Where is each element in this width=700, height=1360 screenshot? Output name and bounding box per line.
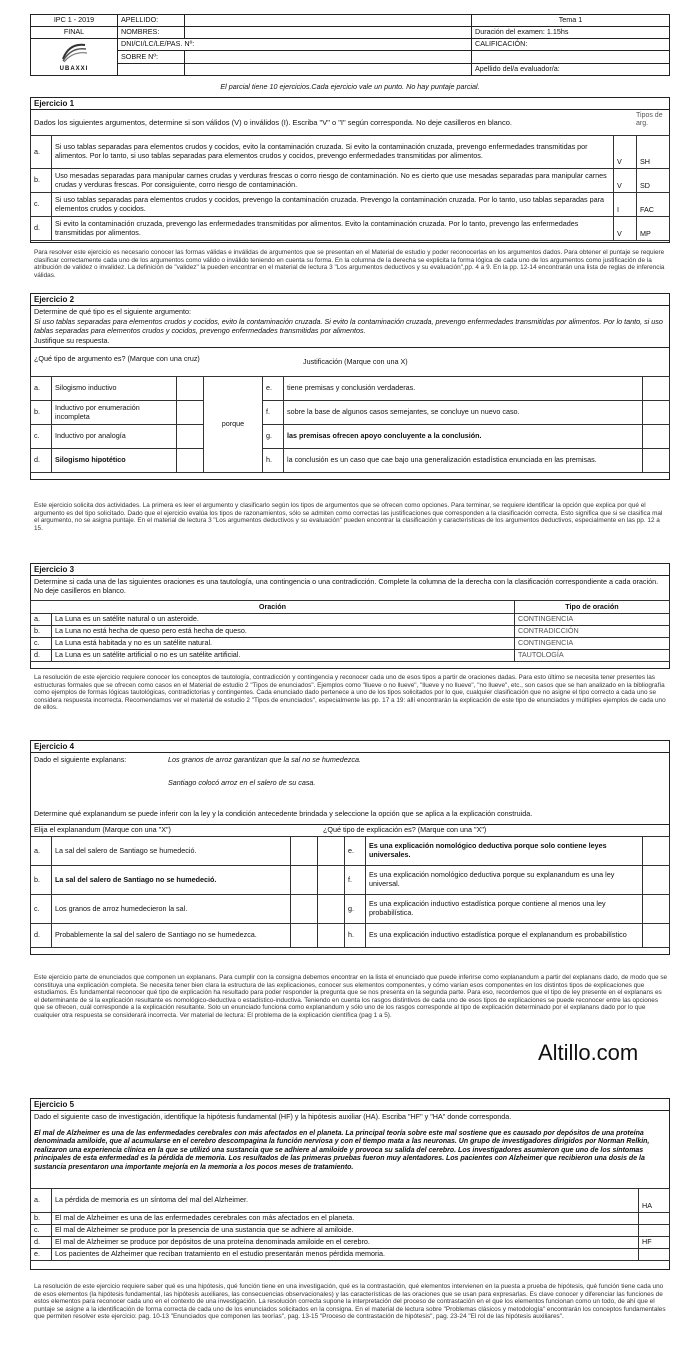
argument-c: Si uso tablas separadas para elementos crudos y cocidos, prevengo la contaminación cruzada. Prevengo la contaminación cruzada. Por lo tanto, uso tablas separadas para elementos crudos y cocidos. bbox=[52, 193, 614, 217]
exercise-5-note: La resolución de este ejercicio requiere saber qué es una hipótesis, qué función tiene en una investigación, qué es la contrastación, qué elementos intervienen en la puesta a prueba de hipótesis, qué función tiene cada uno de esos elementos (la hipótesis fundamental, las hipótesis auxiliares, las consecuencias observacionales) y las características de las oraciones que se usan para expresarlas. Es clave conocer y diferenciar las funciones de estos elementos para reconocer cada uno en el contexto de una investigación. La resolución correcta supone la interpretación del proceso de contrastación en el que los elementos funcionan como un todo, de ahí que el puntaje se asigne a la identificación de forma correcta de cada uno de los enunciados solicitados en la consigna. En el material de lectura sobre "Problemas clásicos y metodología" encontrarán los conceptos fundamentales que permiten resolver este ejercicio: pag. 10-13 "Enunciados que componen las teorías", pag. 13-15 "Proceso de contrastación de hipótesis", pag. 23-24 "El rol de las hipótesis auxiliares". bbox=[34, 1283, 666, 1321]
mark-h[interactable] bbox=[643, 449, 670, 473]
intro-text: El parcial tiene 10 ejercicios.Cada ejercicio vale un punto. No hay puntaje parcial. bbox=[220, 82, 480, 91]
mark-f[interactable] bbox=[643, 401, 670, 425]
exercise-1-prompt: Dados los siguientes argumentos, determine si son válidos (V) o inválidos (I). Escriba "V" o "I" según corresponda. No deje casilleros en blanco. bbox=[34, 118, 512, 127]
tema-label: Tema 1 bbox=[472, 15, 670, 27]
mark-e[interactable] bbox=[643, 837, 670, 866]
exercise-4-prompt: Determine qué explanandum se puede inferir con la ley y la condición antecedente brindada y seleccione la opción que se aplica a la explicación construida. bbox=[34, 809, 533, 818]
sentence-d: La Luna es un satélite artificial o no es un satélite artificial. bbox=[52, 650, 515, 662]
exercise-2-justify: Justifique su respuesta. bbox=[34, 336, 110, 345]
hypothesis-c: El mal de Alzheimer se produce por la presencia de una sustancia que se adhiere al amiloide. bbox=[52, 1225, 639, 1237]
validity-d[interactable]: V bbox=[614, 217, 637, 241]
validity-b[interactable]: V bbox=[614, 169, 637, 193]
explanans-label: Dado el siguiente explanans: bbox=[34, 755, 127, 764]
tipo-header: Tipo de oración bbox=[515, 601, 670, 614]
explanans-condition: Santiago colocó arroz en el salero de su casa. bbox=[168, 778, 316, 787]
exercise-5-prompt: Dado el siguiente caso de investigación, identifique la hipótesis fundamental (HF) y la hipótesis auxiliar (HA). Escriba "HF" y "HA" donde corresponda. bbox=[34, 1112, 512, 1121]
mark-d[interactable] bbox=[291, 924, 318, 948]
answer-b[interactable] bbox=[639, 1213, 670, 1225]
option-f: sobre la base de algunos casos semejantes, se concluye un nuevo caso. bbox=[284, 401, 643, 425]
mark-a[interactable] bbox=[177, 377, 204, 401]
validity-c[interactable]: I bbox=[614, 193, 637, 217]
explanation-f: Es una explicación nomológico deductiva porque su explanandum es una ley universal. bbox=[366, 866, 643, 895]
explanans-law: Los granos de arroz garantizan que la sal no se humedezca. bbox=[168, 755, 361, 764]
mark-b[interactable] bbox=[291, 866, 318, 895]
mark-h[interactable] bbox=[643, 924, 670, 948]
explanandum-a: La sal del salero de Santiago se humedeció. bbox=[52, 837, 291, 866]
mark-a[interactable] bbox=[291, 837, 318, 866]
exercise-5-table: a. La pérdida de memoria es un síntoma del mal del Alzheimer. HA b. El mal de Alzheimer es una de las enfermedades cerebrales con más afectados en el planeta. c. El mal de Alzheimer se produce por la presencia de una sustancia que se adhiere al amiloide. d. El mal de Alzheimer se produce por depósitos de una proteína denominada amiloide en el cerebro. HF e. Los pacientes de Alzheimer que reciban tratamiento en el estudio presentarán menos pérdida memoria. bbox=[30, 1188, 670, 1261]
apellido-field[interactable] bbox=[185, 15, 472, 27]
exercise-4-q1: Elija el explanandum (Marque con una "X") bbox=[34, 825, 171, 834]
exercise-3-note: La resolución de este ejercicio requiere conocer los conceptos de tautología, contradicción y contingencia y reconocer cada uno de esos tipos a partir de oraciones dadas. Para esto último se necesita tener presentes las estructuras formales que se ofrecen como casos en el Material de estudio 2 "Tipos de enunciados". Ejemplos como "llueve o no llueve", "llueve y no llueve", "no llueve", etc., son casos que se han analizado en la bibliografía como ejemplos de formas lógicas tautológicas, contradictorias y contingentes. Cada enunciado dado pertenece a uno de los tipos solicitados por lo que, cualquier clasificación que no asigne el tipo correcto a cada uno se considera respuesta incorrecta. Recomendamos ver el material de estudio 2 "Tipos de enunciados", especialmente las pp. 17 a 19: allí encontrarán la explicación de este tipo de enunciados y múltiples ejemplos de cada uno de ellos. bbox=[34, 674, 666, 712]
dni-label: DNI/CI/LC/LE/PAS. Nº: bbox=[118, 39, 472, 51]
argument-b: Uso mesadas separadas para manipular carnes crudas y verduras frescas o corro riesgo de contaminación. No es cierto que use mesadas separadas para manipular carnes crudas y verduras frescas. Por consiguiente, corro riesgo de contaminación. bbox=[52, 169, 614, 193]
mark-e[interactable] bbox=[643, 377, 670, 401]
type-a: SH bbox=[637, 136, 670, 169]
mark-d[interactable] bbox=[177, 449, 204, 473]
logo bbox=[31, 39, 118, 76]
exercise-2-q2: Justificación (Marque con una X) bbox=[303, 357, 408, 366]
answer-e[interactable] bbox=[639, 1249, 670, 1261]
sentence-b: La Luna no está hecha de queso pero está hecha de queso. bbox=[52, 626, 515, 638]
sobre-label: SOBRE Nº: bbox=[118, 51, 185, 63]
hypothesis-a: La pérdida de memoria es un síntoma del mal del Alzheimer. bbox=[52, 1189, 639, 1213]
option-b: Inductivo por enumeración incompleta bbox=[52, 401, 177, 425]
oracion-header: Oración bbox=[31, 601, 515, 614]
header-table bbox=[30, 14, 670, 76]
hypothesis-b: El mal de Alzheimer es una de las enfermedades cerebrales con más afectados en el planeta. bbox=[52, 1213, 639, 1225]
sentence-c: La Luna está habitada y no es un satélite natural. bbox=[52, 638, 515, 650]
mark-b[interactable] bbox=[177, 401, 204, 425]
answer-c[interactable]: CONTINGENCIA bbox=[515, 638, 670, 650]
porque-label: porque bbox=[204, 377, 263, 473]
option-e: tiene premisas y conclusión verdaderas. bbox=[284, 377, 643, 401]
exercise-5-title: Ejercicio 5 bbox=[34, 1100, 75, 1109]
exercise-1-table: a. Si uso tablas separadas para elementos crudos y cocidos, evito la contaminación cruzada. Si evito la contaminación cruzada, prevengo enfermedades transmitidas por alimentos. Por lo tanto, si uso tablas separadas para elementos crudos y cocidos, prevengo enfermedades transmitidas por alimentos. V SH b. Uso mesadas separadas para manipular carnes crudas y verduras frescas o corro riesgo de contaminación. No es cierto que use mesadas separadas para manipular carnes crudas y verduras frescas. Por consiguiente, corro riesgo de contaminación. V SD c. Si uso tablas separadas para elementos crudos y cocidos, prevengo la contaminación cruzada. Prevengo la contaminación cruzada. Por lo tanto, uso tablas separadas para elementos crudos y cocidos. I FAC d. Si evito la contaminación cruzada, prevengo las enfermedades transmitidas por alimentos. Evito la contaminación cruzada. Por lo tanto, prevengo las enfermedades transmitidas por alimentos. V MP bbox=[30, 135, 670, 241]
type-c: FAC bbox=[637, 193, 670, 217]
explanation-e: Es una explicación nomológico deductiva porque solo contiene leyes universales. bbox=[366, 837, 643, 866]
exercise-2-prompt: Determine de qué tipo es el siguiente argumento: bbox=[34, 307, 192, 316]
answer-a[interactable]: HA bbox=[639, 1189, 670, 1213]
final-label: FINAL bbox=[31, 27, 118, 39]
exercise-2-title: Ejercicio 2 bbox=[34, 295, 75, 304]
explanandum-c: Los granos de arroz humedecieron la sal. bbox=[52, 895, 291, 924]
explanation-g: Es una explicación inductivo estadística porque contiene al menos una ley probabilística. bbox=[366, 895, 643, 924]
exercise-4-table: a. La sal del salero de Santiago se humedeció. e. Es una explicación nomológico deductiva porque solo contiene leyes universales. b. La sal del salero de Santiago no se humedeció. f. Es una explicación nomológico deductiva porque su explanandum es una ley universal. c. Los granos de arroz humedecieron la sal. g. Es una explicación inductivo estadística porque contiene al menos una ley probabilística. d. Probablemente la sal del salero de Santiago no se humedezca. h. Es una explicación inductivo estadística porque el explanandum es probabilístico bbox=[30, 836, 670, 948]
answer-d[interactable]: TAUTOLOGÍA bbox=[515, 650, 670, 662]
mark-c[interactable] bbox=[291, 895, 318, 924]
mark-g[interactable] bbox=[643, 425, 670, 449]
exercise-4-title: Ejercicio 4 bbox=[34, 742, 75, 751]
answer-a[interactable]: CONTINGENCIA bbox=[515, 614, 670, 626]
option-c: Inductivo por analogía bbox=[52, 425, 177, 449]
exercise-1-title: Ejercicio 1 bbox=[34, 99, 75, 108]
mark-f[interactable] bbox=[643, 866, 670, 895]
explanation-h: Es una explicación inductivo estadística porque el explanandum es probabilístico bbox=[366, 924, 643, 948]
nombres-field[interactable] bbox=[185, 27, 472, 39]
sentence-a: La Luna es un satélite natural o un asteroide. bbox=[52, 614, 515, 626]
calificacion-field[interactable] bbox=[472, 51, 670, 63]
watermark: Altillo.com bbox=[538, 1040, 639, 1065]
option-h: la conclusión es un caso que cae bajo una generalización estadística enunciada en las premisas. bbox=[284, 449, 643, 473]
ubaxxi-logo-icon bbox=[59, 41, 89, 63]
explanandum-d: Probablemente la sal del salero de Santiago no se humedezca. bbox=[52, 924, 291, 948]
exercise-2-note: Este ejercicio solicita dos actividades. La primera es leer el argumento y clasificarlo según los tipos de argumentos que se ofrecen como opciones. Para terminar, se requiere identificar la opción que explica por qué el argumento es del tipo solicitado. Dado que el ejercicio evalúa los tipos de razonamientos, sólo se admiten como correctas las justificaciones que corresponden a la clasificación correcta. Esto significa que si se clasifica mal el argumento, no se asigna puntaje. En el material de lectura 3 "Los argumentos deductivos y su evaluación" pueden encontrar la clasificación y características de los argumentos deductivos, especialmente en las pp. 12 a 15. bbox=[34, 502, 663, 532]
exercise-3-title: Ejercicio 3 bbox=[34, 565, 75, 574]
validity-a[interactable]: V bbox=[614, 136, 637, 169]
answer-d[interactable]: HF bbox=[639, 1237, 670, 1249]
apellido-label: APELLIDO: bbox=[118, 15, 185, 27]
tipos-header: Tipos de arg. bbox=[636, 112, 663, 128]
exercise-1-note: Para resolver este ejercicio es necesario conocer las formas válidas e inválidas de argumentos que se presentan en el Material de estudio y poder reconocerlas en los argumentos dados. Para obtener el puntaje se requiere clasificar correctamente cada uno de los argumentos como válido o inválido teniendo en cuenta su forma. En la columna de la derecha se explicita la forma lógica de cada uno de los argumentos como justificación de la atribución de validez o invalidez. La definición de "validez" la pueden encontrar en el material de lectura 3 "Los argumentos deductivos y su evaluación",pp. 4 a 9. En la pp. 12-14 encontrarán una lista de reglas de inferencia válidas. bbox=[34, 249, 665, 279]
type-d: MP bbox=[637, 217, 670, 241]
hypothesis-d: El mal de Alzheimer se produce por depósitos de una proteína denominada amiloide en el cerebro. bbox=[52, 1237, 639, 1249]
mark-g[interactable] bbox=[643, 895, 670, 924]
hypothesis-e: Los pacientes de Alzheimer que reciban tratamiento en el estudio presentarán menos pérdida memoria. bbox=[52, 1249, 639, 1261]
calificacion-label: CALIFICACIÓN: bbox=[472, 39, 670, 51]
evaluador-label: Apellido del/a evaluador/a: bbox=[472, 63, 670, 75]
answer-c[interactable] bbox=[639, 1225, 670, 1237]
option-a: Silogismo inductivo bbox=[52, 377, 177, 401]
logo-text: UBAXXI bbox=[59, 65, 89, 72]
exercise-4-note: Este ejercicio parte de enunciados que componen un explanans. Para cumplir con la consigna debemos encontrar en la lista el enunciado que puede inferirse como explanandum a partir del explanans dado, de modo que se constituya una explicación completa. Se necesita tener bien clara la estructura de las explicaciones, conocer sus elementos componentes, y cómo varían esos componentes en los distintos tipos de explicaciones que estudiamos. Es fundamental reconocer qué tipo de explicación ha resultado para poder responder la pregunta que se nos presenta en la segunda parte. Para eso, recordemos que el tipo de ley presente en el explanans es el determinante de si la explicación resultante es nomológico-deductiva o estadístico-inductiva. Teniendo en cuenta los rasgos distintivos de cada uno de esos tipos de explicaciones se puede reconocer entre las opciones que se ofrecen, cuál corresponde a la explicación resultante. Solo un enunciado funciona como explanandum y sólo uno de los rasgos corresponde al tipo de explicación determinado por el explanans dado por lo que cualquier otra respuesta se considerará incorrecta. Ver material de lectura: El problema de la explicación científica (pag 1 a 5). bbox=[34, 974, 668, 1019]
mark-c[interactable] bbox=[177, 425, 204, 449]
course-label: IPC 1 - 2019 bbox=[31, 15, 118, 27]
exercise-3-table: Oración Tipo de oración a. La Luna es un satélite natural o un asteroide. CONTINGENCIA b. La Luna no está hecha de queso pero está hecha de queso. CONTRADICCIÓN c. La Luna está habitada y no es un satélite natural. CONTINGENCIA d. La Luna es un satélite artificial o no es un satélite artificial. TAUTOLOGÍA bbox=[30, 600, 670, 662]
sobre-field[interactable] bbox=[185, 51, 472, 63]
answer-b[interactable]: CONTRADICCIÓN bbox=[515, 626, 670, 638]
exercise-4-q2: ¿Qué tipo de explicación es? (Marque con una "X") bbox=[323, 825, 487, 834]
option-g: las premisas ofrecen apoyo concluyente a la conclusión. bbox=[284, 425, 643, 449]
exercise-2-table: a. Silogismo inductivo porque e. tiene premisas y conclusión verdaderas. b. Inductivo por enumeración incompleta f. sobre la base de algunos casos semejantes, se concluye un nuevo caso. c. Inductivo por analogía g. las premisas ofrecen apoyo concluyente a la conclusión. d. Silogismo hipotético h. la conclusión es un caso que cae bajo una generalización estadística enunciada en las premisas. bbox=[30, 376, 670, 473]
exercise-3-prompt: Determine si cada una de las siguientes oraciones es una tautología, una contingencia o una contradicción. Complete la columna de la derecha con la clasificación correspondiente a cada oración. No deje casilleros en blanco. bbox=[34, 577, 659, 595]
exercise-2-argument: Si uso tablas separadas para elementos crudos y cocidos, evito la contaminación cruzada. Si evito la contaminación cruzada, prevengo enfermedades transmitidas por alimentos. Por lo tanto, si uso tablas separadas para elementos crudos y cocidos, prevengo enfermedades transmitidas por alimentos. bbox=[34, 317, 663, 335]
exercise-2-q1: ¿Qué tipo de argumento es? (Marque con una cruz) bbox=[34, 354, 200, 363]
duracion-label: Duración del examen: 1.15hs bbox=[472, 27, 670, 39]
explanandum-b: La sal del salero de Santiago no se humedeció. bbox=[52, 866, 291, 895]
argument-d: Si evito la contaminación cruzada, prevengo las enfermedades transmitidas por alimentos. Evito la contaminación cruzada. Por lo tanto, prevengo las enfermedades transmitidas por alimentos. bbox=[52, 217, 614, 241]
option-d: Silogismo hipotético bbox=[52, 449, 177, 473]
argument-a: Si uso tablas separadas para elementos crudos y cocidos, evito la contaminación cruzada. Si evito la contaminación cruzada, prevengo enfermedades transmitidas por alimentos. Por lo tanto, si uso tablas separadas para elementos crudos y cocidos, prevengo enfermedades transmitidas por alimentos. bbox=[52, 136, 614, 169]
exercise-5-case: El mal de Alzheimer es una de las enfermedades cerebrales con más afectados en el planeta. La principal teoría sobre este mal sostiene que es causado por depósitos de una proteína denominada amiloide, que al acumularse en el cerebro descompagina la función nerviosa y con el tiempo mata a las neuronas. Un grupo de investigadores dirigidos por Norman Relkin, realizaron una experiencia clínica en la que se utilizó una sustancia que se adhiere al amiloide y provoca su salida del cerebro. Los investigadores asumieron que uno de los síntomas principales de esta enfermedad es la pérdida de memoria. Los resultados de las primeras pruebas fueron muy alentadores. Los pacientes con Alzheimer que recibieron una dosis de la sustancia presentaron una importante mejoría en la memoria a los pocos meses de tratamiento. bbox=[34, 1130, 650, 1171]
nombres-label: NOMBRES: bbox=[118, 27, 185, 39]
type-b: SD bbox=[637, 169, 670, 193]
